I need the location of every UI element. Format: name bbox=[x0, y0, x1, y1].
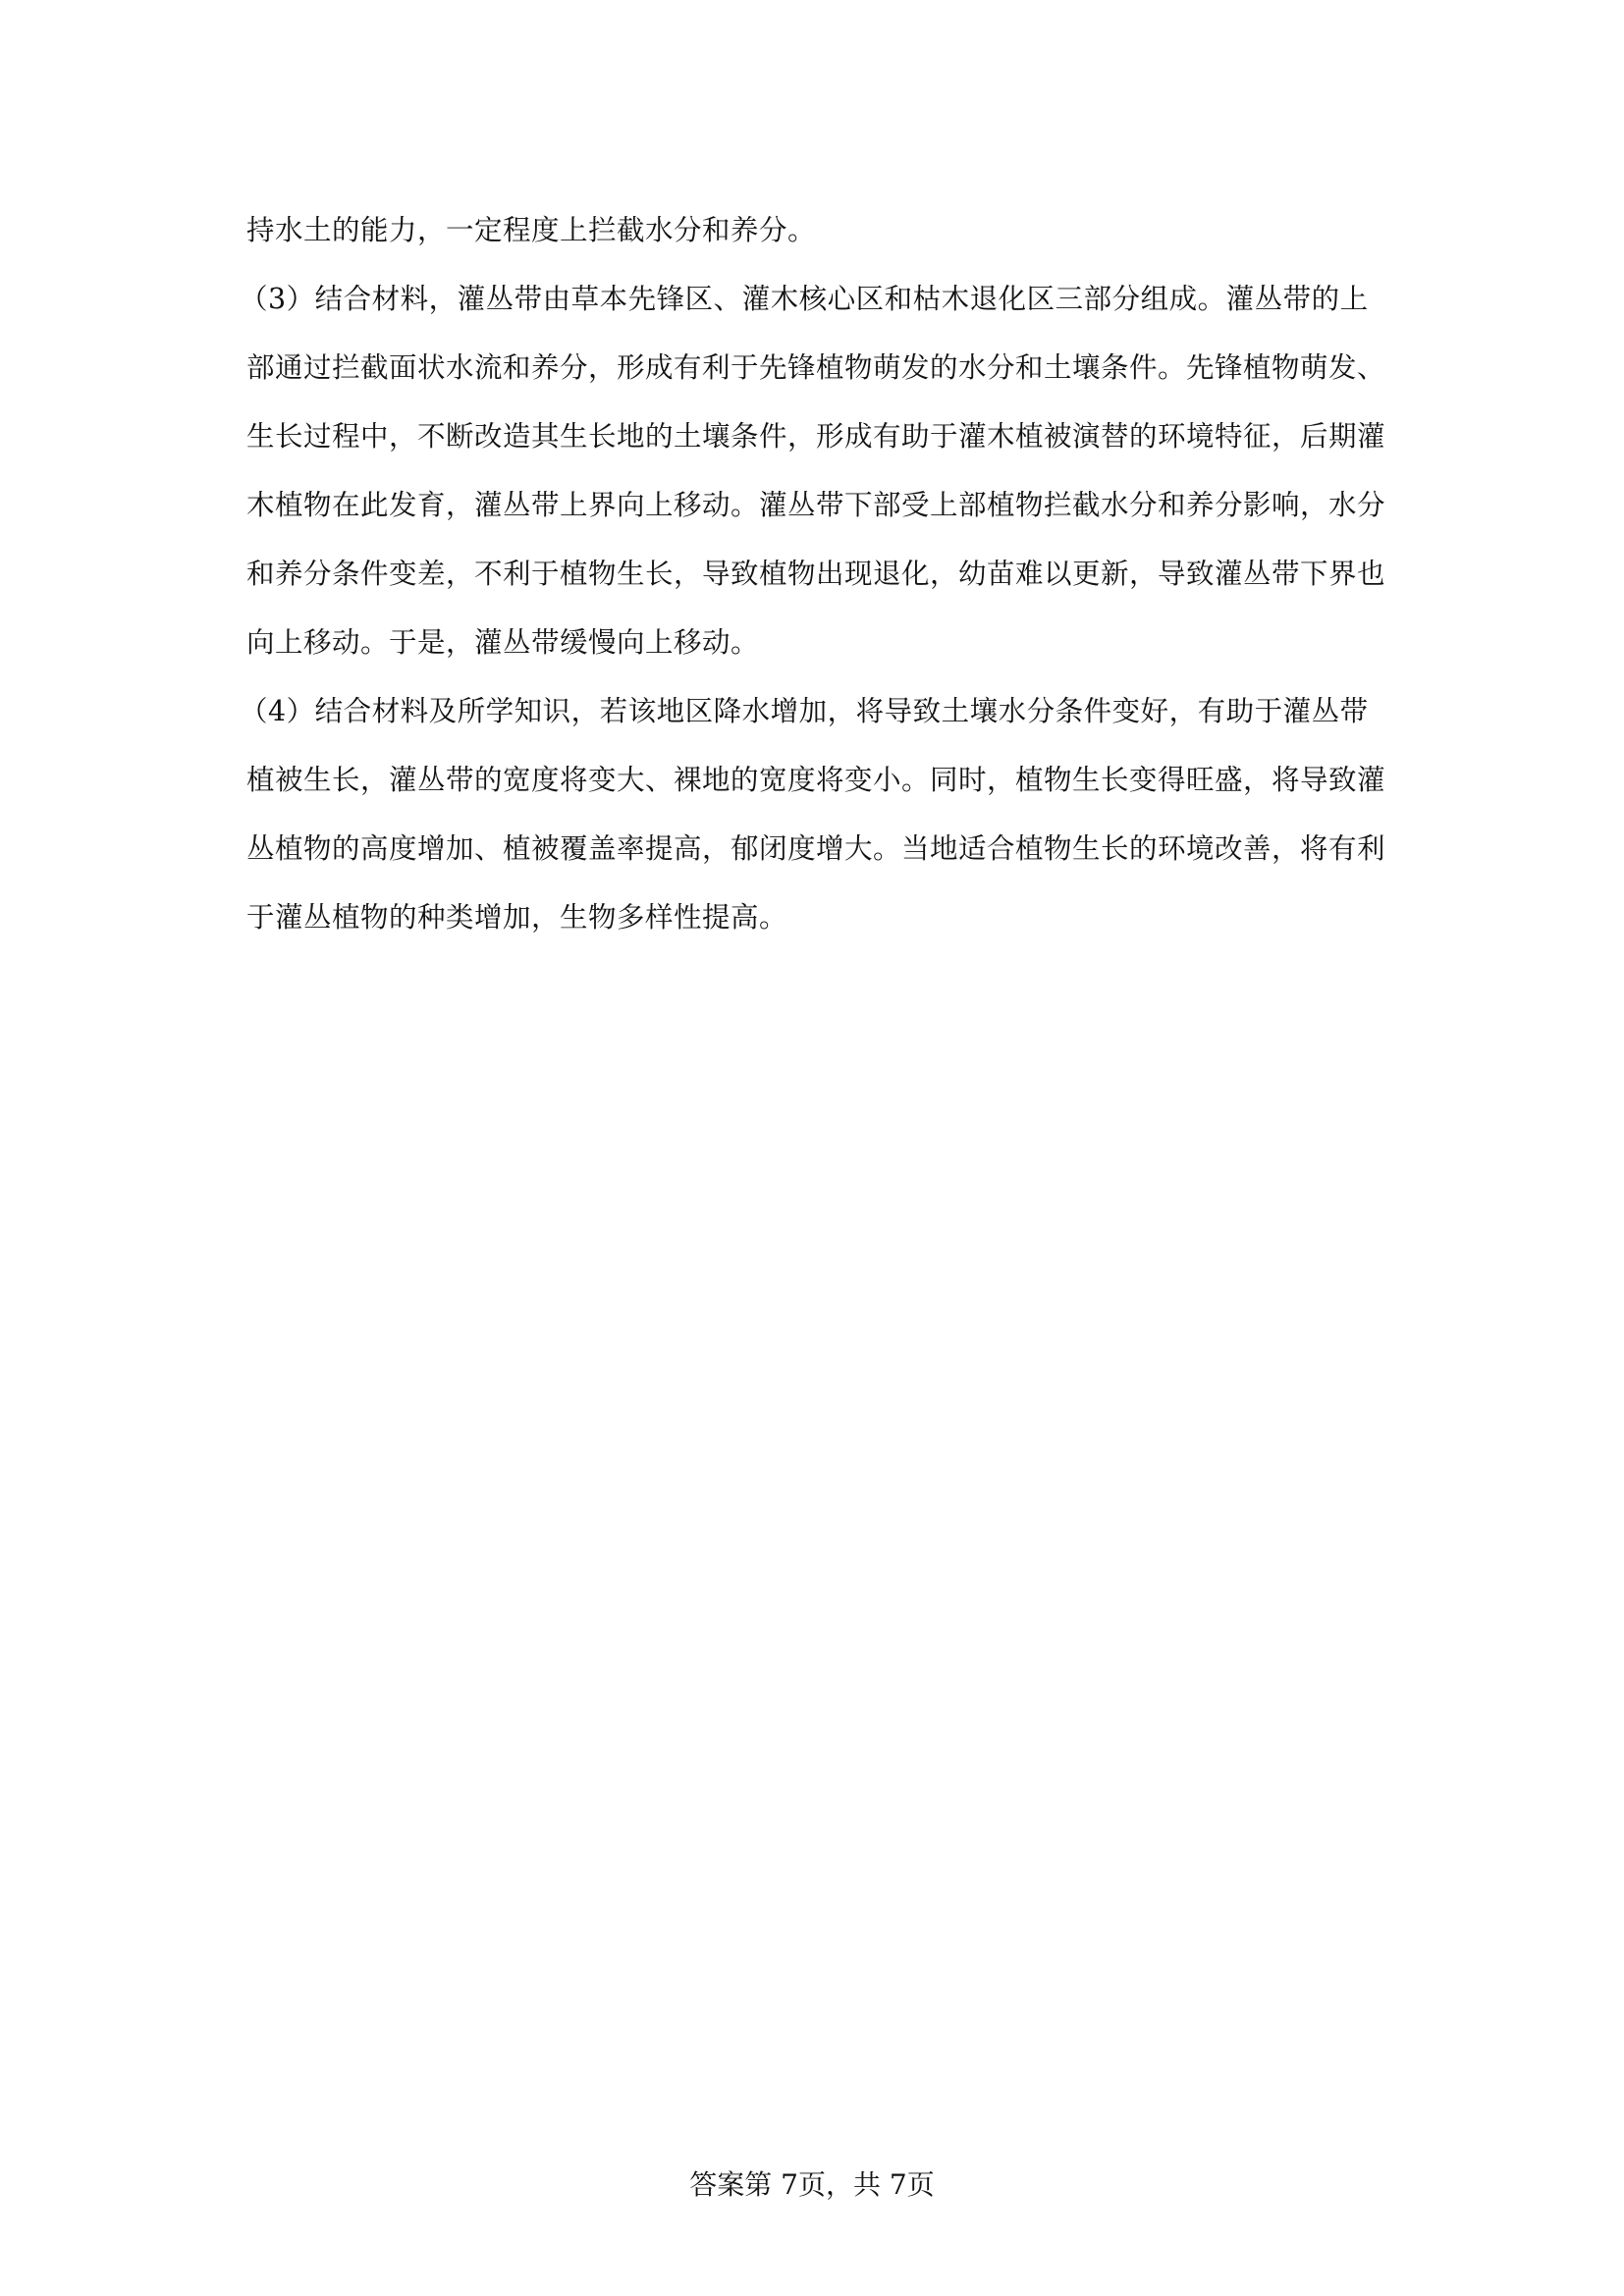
text-line: 木植物在此发育，灌丛带上界向上移动。灌丛带下部受上部植物拦截水分和养分影响，水分 bbox=[246, 489, 1386, 521]
text-line: 于灌丛植物的种类增加，生物多样性提高。 bbox=[246, 901, 788, 934]
text-line: （3）结合材料，灌丛带由草本先锋区、灌木核心区和枯木退化区三部分组成。灌丛带的上 bbox=[240, 283, 1369, 315]
text-line: 向上移动。于是，灌丛带缓慢向上移动。 bbox=[246, 626, 760, 659]
paragraph-answer-4 bbox=[240, 685, 1386, 960]
page-footer bbox=[0, 2165, 1624, 2205]
text-line: 生长过程中，不断改造其生长地的土壤条件，形成有助于灌木植被演替的环境特征，后期灌 bbox=[246, 420, 1386, 453]
text-line: （4）结合材料及所学知识，若该地区降水增加，将导致土壤水分条件变好，有助于灌丛带 bbox=[240, 695, 1369, 727]
answer-text bbox=[240, 204, 1386, 960]
text-line: 持水土的能力，一定程度上拦截水分和养分。 bbox=[246, 214, 817, 246]
paragraph-continuation bbox=[246, 204, 1385, 273]
text-line: 部通过拦截面状水流和养分，形成有利于先锋植物萌发的水分和土壤条件。先锋植物萌发、 bbox=[246, 351, 1386, 384]
text-line: 植被生长，灌丛带的宽度将变大、裸地的宽度将变小。同时，植物生长变得旺盛，将导致灌 bbox=[246, 764, 1386, 796]
text-line: 和养分条件变差，不利于植物生长，导致植物出现退化，幼苗难以更新，导致灌丛带下界也 bbox=[246, 558, 1386, 590]
paragraph-answer-3 bbox=[240, 273, 1386, 685]
text-line: 丛植物的高度增加、植被覆盖率提高，郁闭度增大。当地适合植物生长的环境改善，将有利 bbox=[246, 832, 1386, 865]
page-number: 答案第 7页，共 7页 bbox=[689, 2168, 935, 2201]
